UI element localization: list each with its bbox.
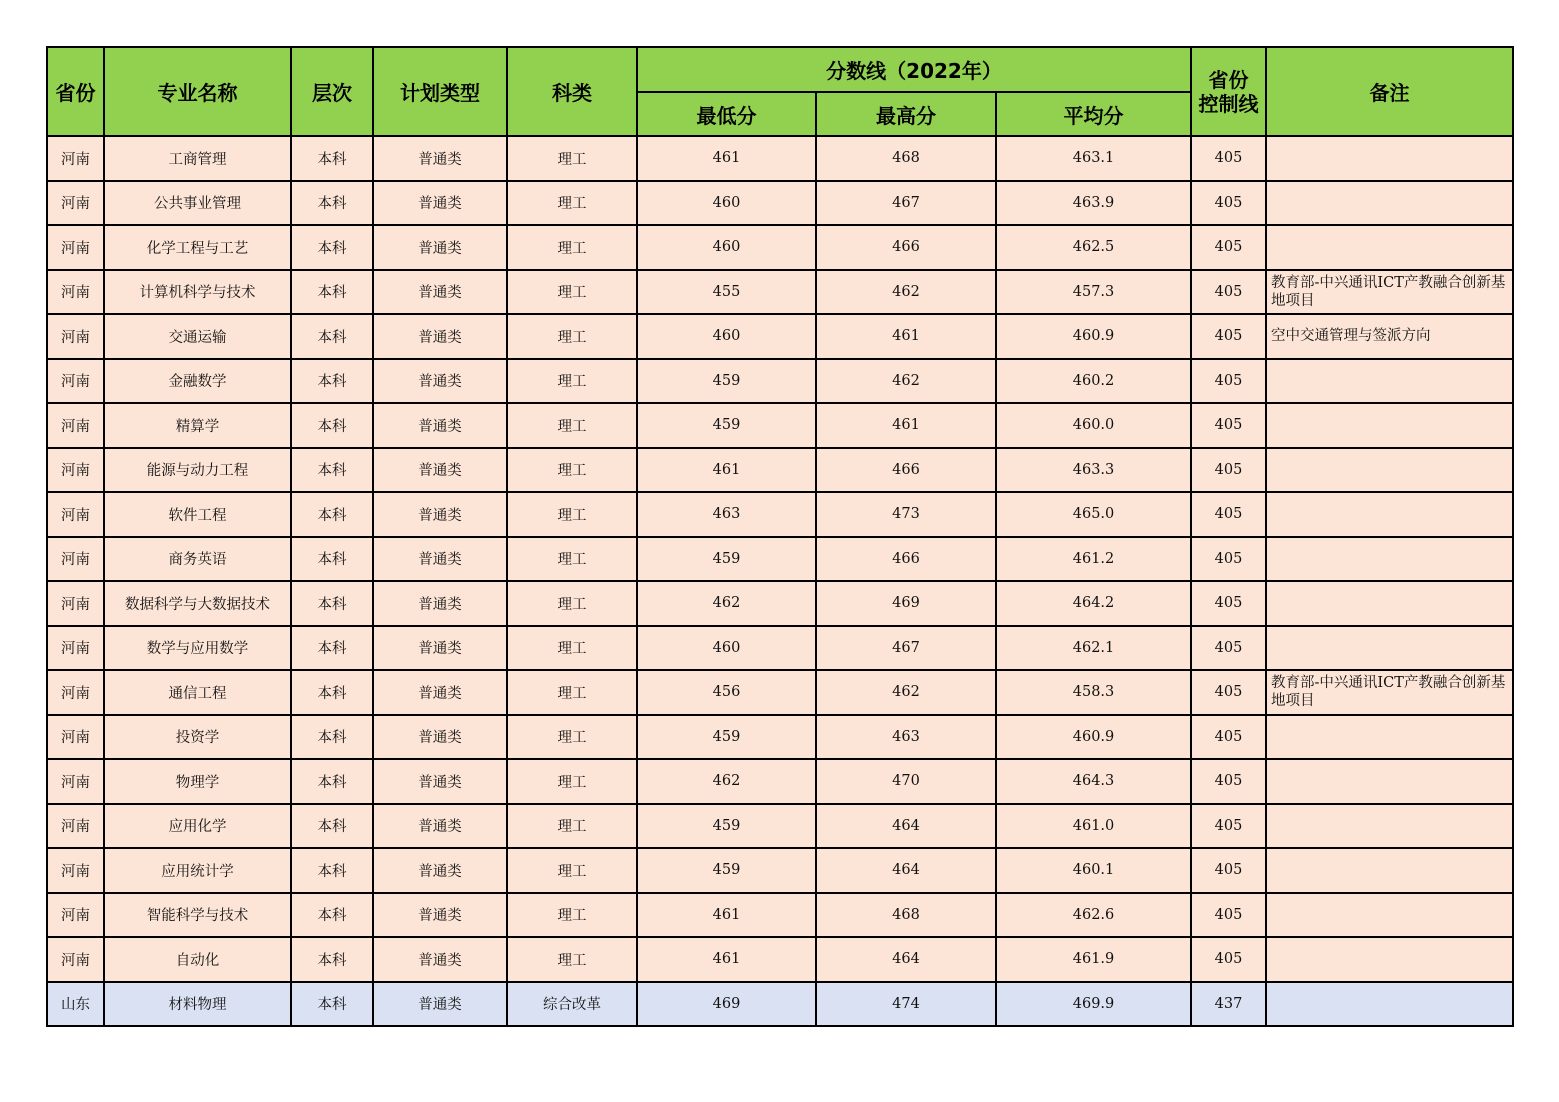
- cell-major: 自动化: [104, 937, 291, 982]
- cell-control-line: 405: [1191, 314, 1266, 359]
- cell-avg-score: 461.2: [996, 537, 1191, 582]
- header-province: 省份: [47, 47, 104, 136]
- table-row: [47, 982, 1513, 1027]
- cell-max-score: 470: [816, 759, 996, 804]
- table-row: [47, 759, 1513, 804]
- cell-note: [1266, 537, 1513, 582]
- cell-plan-type: 普通类: [373, 893, 507, 938]
- cell-note: [1266, 403, 1513, 448]
- cell-level: 本科: [291, 403, 373, 448]
- cell-control-line: 405: [1191, 136, 1266, 181]
- cell-max-score: 474: [816, 982, 996, 1027]
- cell-avg-score: 460.2: [996, 359, 1191, 404]
- cell-plan-type: 普通类: [373, 759, 507, 804]
- cell-note: [1266, 804, 1513, 849]
- cell-major: 通信工程: [104, 670, 291, 715]
- cell-max-score: 461: [816, 403, 996, 448]
- cell-province: 河南: [47, 492, 104, 537]
- table-row: [47, 314, 1513, 359]
- cell-note: [1266, 893, 1513, 938]
- cell-avg-score: 462.6: [996, 893, 1191, 938]
- cell-note: [1266, 581, 1513, 626]
- cell-major: 计算机科学与技术: [104, 270, 291, 315]
- cell-avg-score: 460.0: [996, 403, 1191, 448]
- cell-category: 理工: [507, 181, 637, 226]
- cell-province: 河南: [47, 136, 104, 181]
- cell-max-score: 462: [816, 359, 996, 404]
- cell-min-score: 461: [637, 937, 816, 982]
- cell-note: [1266, 448, 1513, 493]
- cell-province: 河南: [47, 715, 104, 760]
- cell-min-score: 459: [637, 403, 816, 448]
- cell-note: [1266, 715, 1513, 760]
- cell-avg-score: 462.5: [996, 225, 1191, 270]
- cell-max-score: 469: [816, 581, 996, 626]
- cell-province: 河南: [47, 537, 104, 582]
- cell-min-score: 459: [637, 848, 816, 893]
- cell-max-score: 464: [816, 937, 996, 982]
- cell-control-line: 437: [1191, 982, 1266, 1027]
- header-major: 专业名称: [104, 47, 291, 136]
- header-max-score: 最高分: [816, 92, 996, 136]
- cell-min-score: 462: [637, 581, 816, 626]
- cell-note: [1266, 181, 1513, 226]
- cell-avg-score: 463.3: [996, 448, 1191, 493]
- cell-control-line: 405: [1191, 581, 1266, 626]
- cell-min-score: 455: [637, 270, 816, 315]
- cell-note: [1266, 937, 1513, 982]
- cell-min-score: 461: [637, 136, 816, 181]
- cell-province: 河南: [47, 403, 104, 448]
- cell-control-line: 405: [1191, 403, 1266, 448]
- cell-avg-score: 464.2: [996, 581, 1191, 626]
- cell-major: 化学工程与工艺: [104, 225, 291, 270]
- cell-note: 教育部-中兴通讯ICT产教融合创新基地项目: [1266, 270, 1513, 315]
- cell-max-score: 466: [816, 537, 996, 582]
- header-category: 科类: [507, 47, 637, 136]
- cell-plan-type: 普通类: [373, 314, 507, 359]
- cell-max-score: 463: [816, 715, 996, 760]
- cell-province: 河南: [47, 626, 104, 671]
- cell-avg-score: 460.9: [996, 715, 1191, 760]
- cell-category: 综合改革: [507, 982, 637, 1027]
- table-row: [47, 715, 1513, 760]
- cell-category: 理工: [507, 581, 637, 626]
- cell-major: 能源与动力工程: [104, 448, 291, 493]
- cell-province: 河南: [47, 448, 104, 493]
- cell-level: 本科: [291, 581, 373, 626]
- cell-avg-score: 461.0: [996, 804, 1191, 849]
- cell-min-score: 459: [637, 715, 816, 760]
- cell-category: 理工: [507, 670, 637, 715]
- cell-province: 河南: [47, 225, 104, 270]
- cell-major: 商务英语: [104, 537, 291, 582]
- cell-major: 工商管理: [104, 136, 291, 181]
- cell-max-score: 468: [816, 893, 996, 938]
- cell-major: 精算学: [104, 403, 291, 448]
- cell-level: 本科: [291, 537, 373, 582]
- cell-level: 本科: [291, 715, 373, 760]
- cell-min-score: 461: [637, 893, 816, 938]
- cell-control-line: 405: [1191, 626, 1266, 671]
- cell-min-score: 456: [637, 670, 816, 715]
- cell-level: 本科: [291, 359, 373, 404]
- cell-major: 应用统计学: [104, 848, 291, 893]
- cell-control-line: 405: [1191, 804, 1266, 849]
- table-row: [47, 448, 1513, 493]
- cell-plan-type: 普通类: [373, 626, 507, 671]
- cell-category: 理工: [507, 804, 637, 849]
- cell-note: 空中交通管理与签派方向: [1266, 314, 1513, 359]
- cell-plan-type: 普通类: [373, 359, 507, 404]
- cell-min-score: 459: [637, 537, 816, 582]
- table-row: [47, 403, 1513, 448]
- cell-plan-type: 普通类: [373, 804, 507, 849]
- cell-max-score: 466: [816, 448, 996, 493]
- table-row: [47, 893, 1513, 938]
- table-row: [47, 537, 1513, 582]
- cell-control-line: 405: [1191, 715, 1266, 760]
- cell-level: 本科: [291, 848, 373, 893]
- cell-max-score: 467: [816, 626, 996, 671]
- cell-province: 山东: [47, 982, 104, 1027]
- cell-control-line: 405: [1191, 270, 1266, 315]
- cell-level: 本科: [291, 181, 373, 226]
- cell-province: 河南: [47, 804, 104, 849]
- cell-max-score: 462: [816, 670, 996, 715]
- cell-category: 理工: [507, 314, 637, 359]
- cell-min-score: 460: [637, 626, 816, 671]
- cell-control-line: 405: [1191, 848, 1266, 893]
- cell-province: 河南: [47, 314, 104, 359]
- cell-category: 理工: [507, 893, 637, 938]
- cell-min-score: 461: [637, 448, 816, 493]
- table-row: [47, 848, 1513, 893]
- cell-note: [1266, 982, 1513, 1027]
- cell-avg-score: 463.1: [996, 136, 1191, 181]
- cell-level: 本科: [291, 225, 373, 270]
- cell-level: 本科: [291, 270, 373, 315]
- cell-category: 理工: [507, 136, 637, 181]
- table-row: [47, 270, 1513, 315]
- cell-province: 河南: [47, 848, 104, 893]
- cell-plan-type: 普通类: [373, 448, 507, 493]
- cell-category: 理工: [507, 448, 637, 493]
- cell-major: 材料物理: [104, 982, 291, 1027]
- cell-category: 理工: [507, 359, 637, 404]
- cell-max-score: 466: [816, 225, 996, 270]
- cell-max-score: 467: [816, 181, 996, 226]
- cell-province: 河南: [47, 670, 104, 715]
- cell-province: 河南: [47, 759, 104, 804]
- cell-note: [1266, 492, 1513, 537]
- cell-max-score: 468: [816, 136, 996, 181]
- table-row: [47, 225, 1513, 270]
- cell-category: 理工: [507, 626, 637, 671]
- cell-major: 应用化学: [104, 804, 291, 849]
- cell-plan-type: 普通类: [373, 670, 507, 715]
- cell-control-line: 405: [1191, 492, 1266, 537]
- table-row: [47, 181, 1513, 226]
- cell-control-line: 405: [1191, 893, 1266, 938]
- cell-major: 交通运输: [104, 314, 291, 359]
- cell-note: [1266, 848, 1513, 893]
- table-row: [47, 359, 1513, 404]
- table-row: [47, 581, 1513, 626]
- cell-min-score: 462: [637, 759, 816, 804]
- cell-category: 理工: [507, 759, 637, 804]
- cell-min-score: 459: [637, 359, 816, 404]
- cell-avg-score: 469.9: [996, 982, 1191, 1027]
- cell-plan-type: 普通类: [373, 181, 507, 226]
- cell-plan-type: 普通类: [373, 270, 507, 315]
- cell-max-score: 462: [816, 270, 996, 315]
- table-body: [47, 136, 1513, 1026]
- cell-plan-type: 普通类: [373, 848, 507, 893]
- cell-avg-score: 460.1: [996, 848, 1191, 893]
- cell-avg-score: 457.3: [996, 270, 1191, 315]
- cell-category: 理工: [507, 715, 637, 760]
- cell-max-score: 464: [816, 848, 996, 893]
- cell-major: 智能科学与技术: [104, 893, 291, 938]
- cell-level: 本科: [291, 492, 373, 537]
- cell-major: 软件工程: [104, 492, 291, 537]
- cell-min-score: 460: [637, 225, 816, 270]
- cell-plan-type: 普通类: [373, 492, 507, 537]
- cell-min-score: 459: [637, 804, 816, 849]
- cell-plan-type: 普通类: [373, 982, 507, 1027]
- cell-plan-type: 普通类: [373, 581, 507, 626]
- cell-category: 理工: [507, 537, 637, 582]
- cell-avg-score: 464.3: [996, 759, 1191, 804]
- cell-control-line: 405: [1191, 181, 1266, 226]
- cell-control-line: 405: [1191, 537, 1266, 582]
- cell-control-line: 405: [1191, 225, 1266, 270]
- header-control-line-1: 省份: [1208, 67, 1249, 92]
- cell-level: 本科: [291, 893, 373, 938]
- cell-note: [1266, 626, 1513, 671]
- cell-province: 河南: [47, 270, 104, 315]
- cell-category: 理工: [507, 492, 637, 537]
- cell-plan-type: 普通类: [373, 715, 507, 760]
- table-row: [47, 626, 1513, 671]
- cell-avg-score: 462.1: [996, 626, 1191, 671]
- score-table: [46, 46, 1514, 1027]
- table-row: [47, 804, 1513, 849]
- cell-max-score: 473: [816, 492, 996, 537]
- cell-major: 数据科学与大数据技术: [104, 581, 291, 626]
- cell-level: 本科: [291, 670, 373, 715]
- cell-level: 本科: [291, 136, 373, 181]
- cell-major: 数学与应用数学: [104, 626, 291, 671]
- cell-min-score: 469: [637, 982, 816, 1027]
- cell-major: 金融数学: [104, 359, 291, 404]
- cell-avg-score: 461.9: [996, 937, 1191, 982]
- header-plan-type: 计划类型: [373, 47, 507, 136]
- cell-min-score: 460: [637, 314, 816, 359]
- cell-major: 公共事业管理: [104, 181, 291, 226]
- cell-avg-score: 460.9: [996, 314, 1191, 359]
- cell-province: 河南: [47, 181, 104, 226]
- cell-major: 投资学: [104, 715, 291, 760]
- cell-category: 理工: [507, 270, 637, 315]
- cell-note: [1266, 225, 1513, 270]
- cell-province: 河南: [47, 937, 104, 982]
- header-level: 层次: [291, 47, 373, 136]
- header-note: 备注: [1266, 47, 1513, 136]
- cell-province: 河南: [47, 893, 104, 938]
- cell-level: 本科: [291, 448, 373, 493]
- cell-plan-type: 普通类: [373, 403, 507, 448]
- cell-avg-score: 463.9: [996, 181, 1191, 226]
- cell-min-score: 463: [637, 492, 816, 537]
- header-avg-score: 平均分: [996, 92, 1191, 136]
- cell-category: 理工: [507, 225, 637, 270]
- cell-category: 理工: [507, 403, 637, 448]
- cell-province: 河南: [47, 581, 104, 626]
- cell-control-line: 405: [1191, 670, 1266, 715]
- cell-level: 本科: [291, 759, 373, 804]
- cell-plan-type: 普通类: [373, 937, 507, 982]
- cell-plan-type: 普通类: [373, 136, 507, 181]
- cell-avg-score: 458.3: [996, 670, 1191, 715]
- cell-level: 本科: [291, 937, 373, 982]
- cell-province: 河南: [47, 359, 104, 404]
- header-min-score: 最低分: [637, 92, 816, 136]
- cell-plan-type: 普通类: [373, 225, 507, 270]
- cell-note: [1266, 759, 1513, 804]
- table-row: [47, 492, 1513, 537]
- cell-control-line: 405: [1191, 937, 1266, 982]
- header-score-line: 分数线（2022年）: [637, 47, 1191, 92]
- cell-note: [1266, 136, 1513, 181]
- cell-level: 本科: [291, 982, 373, 1027]
- cell-control-line: 405: [1191, 448, 1266, 493]
- cell-level: 本科: [291, 804, 373, 849]
- cell-major: 物理学: [104, 759, 291, 804]
- table-row: [47, 136, 1513, 181]
- cell-max-score: 461: [816, 314, 996, 359]
- cell-category: 理工: [507, 848, 637, 893]
- cell-note: 教育部-中兴通讯ICT产教融合创新基地项目: [1266, 670, 1513, 715]
- cell-control-line: 405: [1191, 759, 1266, 804]
- cell-control-line: 405: [1191, 359, 1266, 404]
- table-row: [47, 670, 1513, 715]
- cell-note: [1266, 359, 1513, 404]
- cell-max-score: 464: [816, 804, 996, 849]
- cell-avg-score: 465.0: [996, 492, 1191, 537]
- cell-category: 理工: [507, 937, 637, 982]
- cell-level: 本科: [291, 314, 373, 359]
- header-control-line: [1191, 47, 1266, 136]
- cell-min-score: 460: [637, 181, 816, 226]
- header-control-line-2: 控制线: [1198, 91, 1259, 116]
- table-row: [47, 937, 1513, 982]
- table-header: [47, 47, 1513, 136]
- cell-plan-type: 普通类: [373, 537, 507, 582]
- cell-level: 本科: [291, 626, 373, 671]
